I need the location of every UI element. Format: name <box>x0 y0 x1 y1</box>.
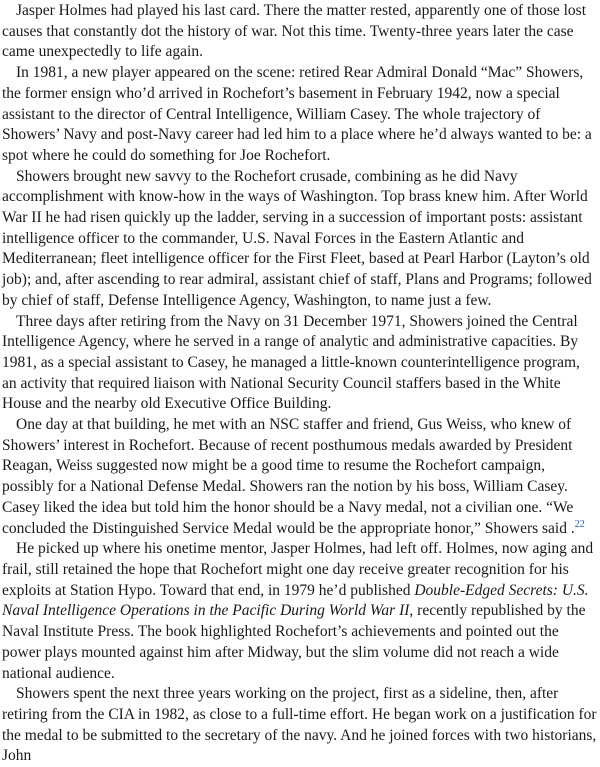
paragraph-2-text: In 1981, a new player appeared on the scene: retired Rear Admiral Donald “Mac” Showers, the former ensign who’d arrived in Rochefort’s basement in February 1942, now a special assistant to the director of Central Intelligence, William Casey. The whole trajectory of Showers’ Navy and post-Navy career had led him to a place where he’d always wanted to be: a spot where he could do something for Joe Rochefort. <box>2 64 592 164</box>
paragraph-4 <box>2 312 598 416</box>
paragraph-5 <box>2 415 598 539</box>
paragraph-7 <box>2 684 598 767</box>
paragraph-5-text: One day at that building, he met with an NSC staffer and friend, Gus Weiss, who knew of Showers’ interest in Rochefort. Because of recent posthumous medals awarded by President Reagan, Weiss suggested now might be a good time to resume the Rochefort campaign, possibly for a National Defense Medal. Showers ran the notion by his boss, William Casey. Casey liked the idea but told him the honor should be a Navy medal, not a civilian one. “We concluded the Distinguished Service Medal would be the appropriate honor,” Showers said . <box>2 416 575 537</box>
paragraph-1 <box>2 1 598 63</box>
paragraph-6-text-start: He picked up where his onetime mentor, Jasper Holmes, had left off. Holmes, now aging and frail, still retained the hope that Rochefort might one day receive greater recognition for his exploits at Station Hypo. Toward that end, in 1979 he’d published <box>2 540 594 599</box>
paragraph-6 <box>2 539 598 684</box>
paragraph-2 <box>2 63 598 167</box>
paragraph-3-text: Showers brought new savvy to the Rochefort crusade, combining as he did Navy accomplishment with know-how in the ways of Washington. Top brass knew him. After World War II he had risen quickly up the ladder, serving in a succession of important posts: assistant intelligence officer to the commander, U.S. Naval Forces in the Eastern Atlantic and Mediterranean; fleet intelligence officer for the First Fleet, based at Pearl Harbor (Layton’s old job); and, after ascending to rear admiral, assistant chief of staff, Plans and Programs; followed by chief of staff, Defense Intelligence Agency, Washington, to name just a few. <box>2 167 592 309</box>
paragraph-3 <box>2 167 598 312</box>
paragraph-1-text: Jasper Holmes had played his last card. There the matter rested, apparently one of those lost causes that constantly dot the history of war. Not this time. Twenty-three years later the case came unexpectedly to life again. <box>2 2 587 61</box>
paragraph-6-text-end: , recently republished by the Naval Institute Press. The book highlighted Rochefort’s achievements and pointed out the power plays mounted against him after Midway, but the slim volume did not reach a wide national audience. <box>2 602 586 682</box>
book-title: Double-Edged Secrets: U.S. Naval Intelligence Operations in the Pacific During World War II <box>2 581 589 620</box>
paragraph-7-text: Showers spent the next three years working on the project, first as a sideline, then, after retiring from the CIA in 1982, as close to a full-time effort. He began work on a justification for the medal to be submitted to the secretary of the navy. And he joined forces with two historians, John <box>2 685 597 765</box>
footnote-22-link[interactable]: 22 <box>574 518 585 530</box>
paragraph-4-text: Three days after retiring from the Navy on 31 December 1971, Showers joined the Central Intelligence Agency, where he served in a range of analytic and administrative capacities. By 1981, as a special assistant to Casey, he managed a little-known counterintelligence program, an activity that required liaison with National Security Council staffers based in the White House and the nearby old Executive Office Building. <box>2 312 580 413</box>
